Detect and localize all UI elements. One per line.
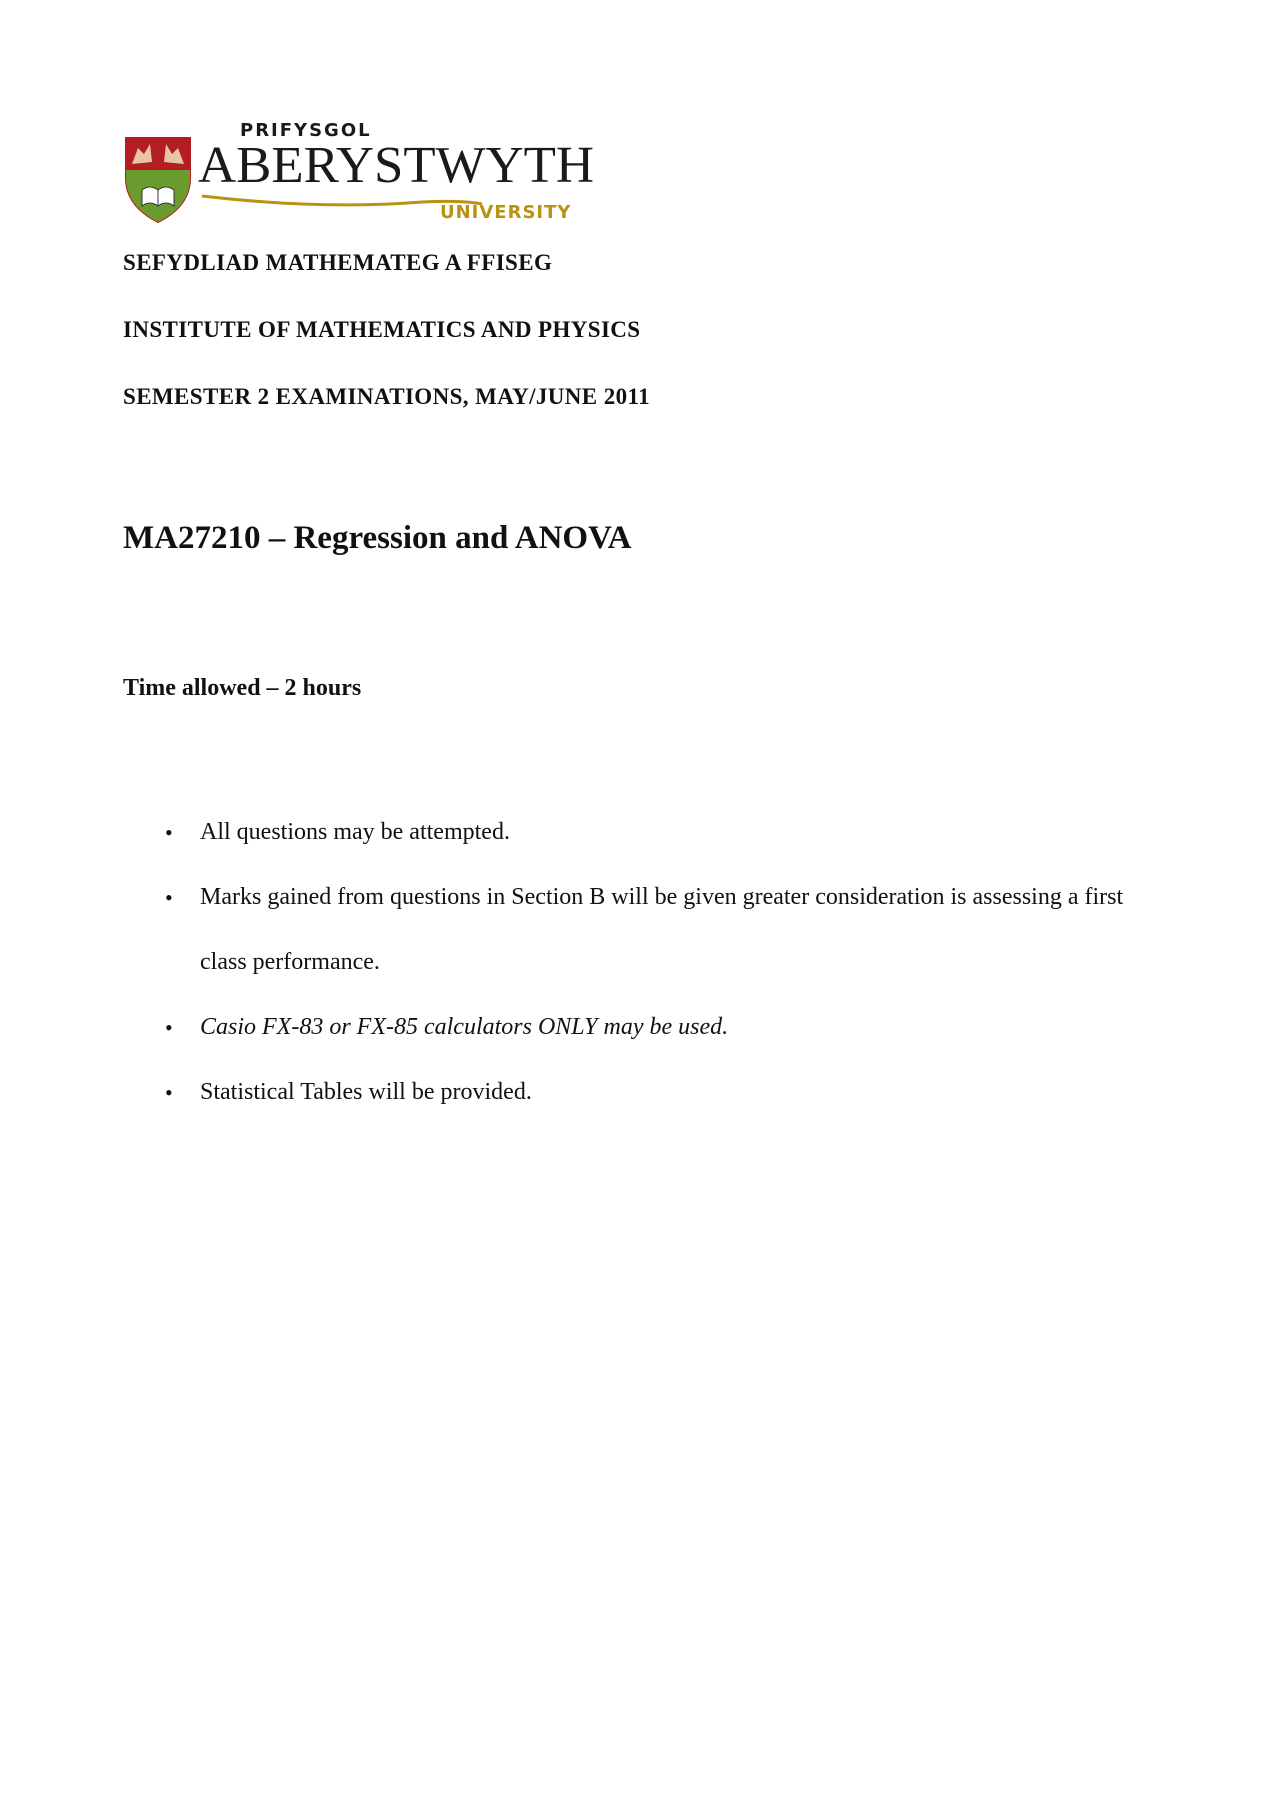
university-logo [122,118,602,226]
instruction-text: All questions may be attempted. [200,819,510,845]
logo-university: UNIVERSITY [440,202,572,223]
welsh-institute-heading: SEFYDLIAD MATHEMATEG A FFISEG [123,250,553,275]
exam-session-heading: SEMESTER 2 EXAMINATIONS, MAY/JUNE 2011 [123,384,651,409]
bullet-icon: • [165,1015,173,1040]
course-title: MA27210 – Regression and ANOVA [123,520,632,556]
instruction-text: Marks gained from questions in Section B will be given greater consideration is assessing a first class performance. [200,884,1124,975]
logo-prifysgol: PRIFYSGOL [240,120,372,141]
english-institute-heading: INSTITUTE OF MATHEMATICS AND PHYSICS [123,317,641,342]
bullet-icon: • [165,820,173,845]
instruction-item [160,995,1160,1060]
instruction-item [160,800,1160,865]
instruction-text: Casio FX-83 or FX-85 calculators ONLY may be used. [200,1014,729,1040]
logo-aberystwyth: ABERYSTWYTH [198,137,594,194]
instruction-item [160,1060,1160,1125]
crest-shield-icon [126,138,190,222]
time-allowed: Time allowed – 2 hours [123,675,362,701]
instruction-text: Statistical Tables will be provided. [200,1079,532,1105]
bullet-icon: • [165,1080,173,1105]
bullet-icon: • [165,885,173,910]
instructions-list [160,800,1160,1125]
instruction-item [160,865,1160,995]
